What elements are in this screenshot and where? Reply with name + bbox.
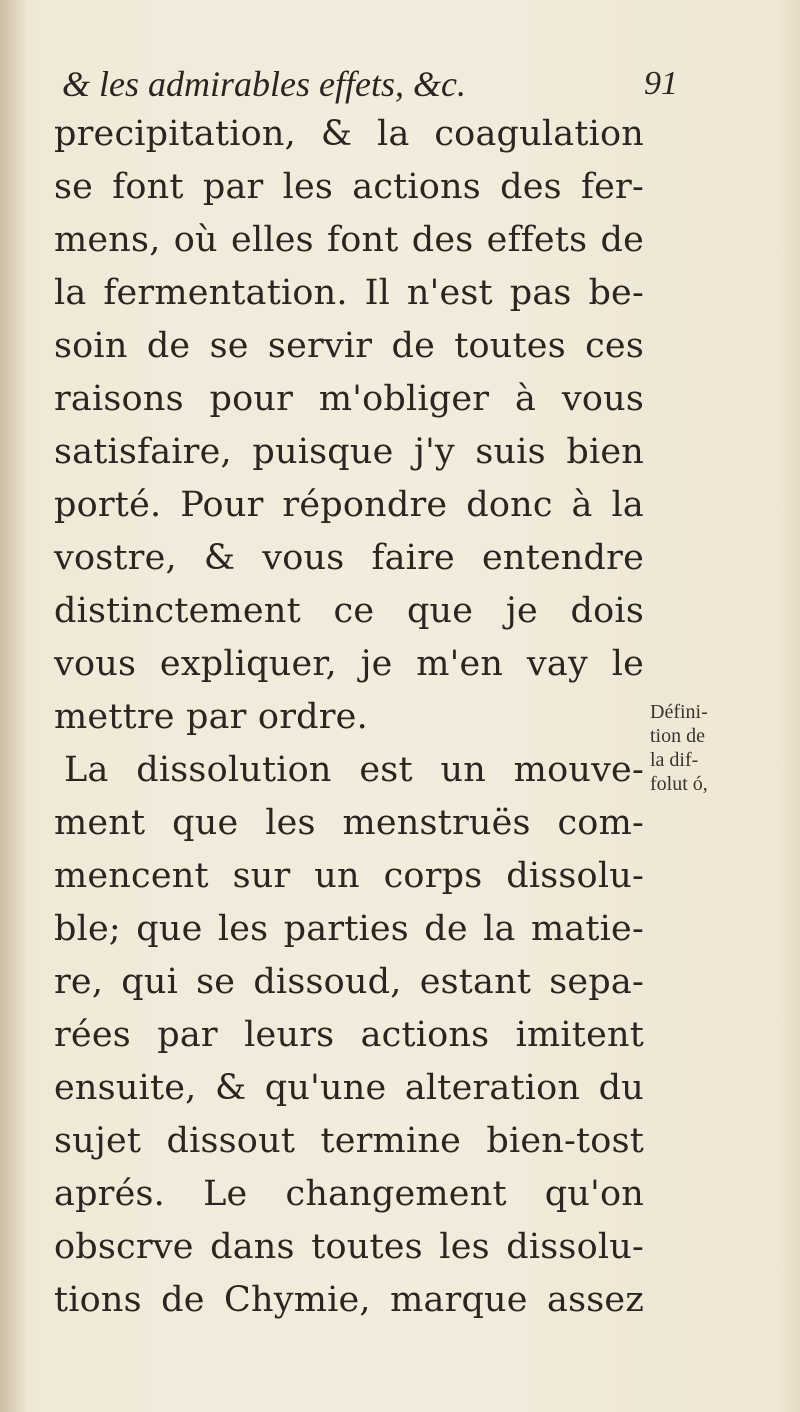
marginal-note bbox=[650, 700, 710, 796]
page-number: 91 bbox=[644, 65, 678, 102]
marginal-line: Défini- bbox=[650, 701, 708, 723]
text-line: se font par les actions des fer- bbox=[54, 167, 644, 207]
text-line: re, qui se dissoud, estant sepa- bbox=[54, 962, 644, 1002]
text-line: porté. Pour répondre donc à la bbox=[54, 485, 644, 525]
text-line: ensuite, & qu'une alteration du bbox=[54, 1068, 644, 1108]
text-line: sujet dissout termine bien-tost bbox=[54, 1121, 644, 1161]
text-line: distinctement ce que je dois bbox=[54, 591, 644, 631]
text-line: vous expliquer, je m'en vay le bbox=[54, 644, 644, 684]
marginal-line: la dif- bbox=[650, 749, 699, 771]
text-line: la fermentation. Il n'est pas be- bbox=[54, 273, 644, 313]
text-line: satisfaire, puisque j'y suis bien bbox=[54, 432, 644, 472]
marginal-line: folut ó, bbox=[650, 773, 708, 795]
body-text bbox=[54, 108, 644, 1327]
text-line: mencent sur un corps dissolu- bbox=[54, 856, 644, 896]
text-line: aprés. Le changement qu'on bbox=[54, 1174, 644, 1214]
text-line: mettre par ordre. bbox=[54, 697, 368, 737]
text-line: soin de se servir de toutes ces bbox=[54, 326, 644, 366]
text-line: obscrve dans toutes les dissolu- bbox=[54, 1227, 644, 1267]
page-header bbox=[62, 62, 762, 106]
text-line: raisons pour m'obliger à vous bbox=[54, 379, 644, 419]
paragraph-start-line: La dissolution est un mouve- bbox=[64, 750, 644, 790]
binding-shadow bbox=[0, 0, 28, 1412]
marginal-line: tion de bbox=[650, 725, 705, 747]
text-line: precipitation, & la coagulation bbox=[54, 114, 644, 154]
text-line: vostre, & vous faire entendre bbox=[54, 538, 644, 578]
text-line: tions de Chymie, marque assez bbox=[54, 1280, 644, 1320]
text-line: rées par leurs actions imitent bbox=[54, 1015, 644, 1055]
text-line: ment que les menstruës com- bbox=[54, 803, 644, 843]
running-title: & les admirables effets, &c. bbox=[62, 64, 466, 104]
text-line: ble; que les parties de la matie- bbox=[54, 909, 644, 949]
text-line: mens, où elles font des effets de bbox=[54, 220, 644, 260]
